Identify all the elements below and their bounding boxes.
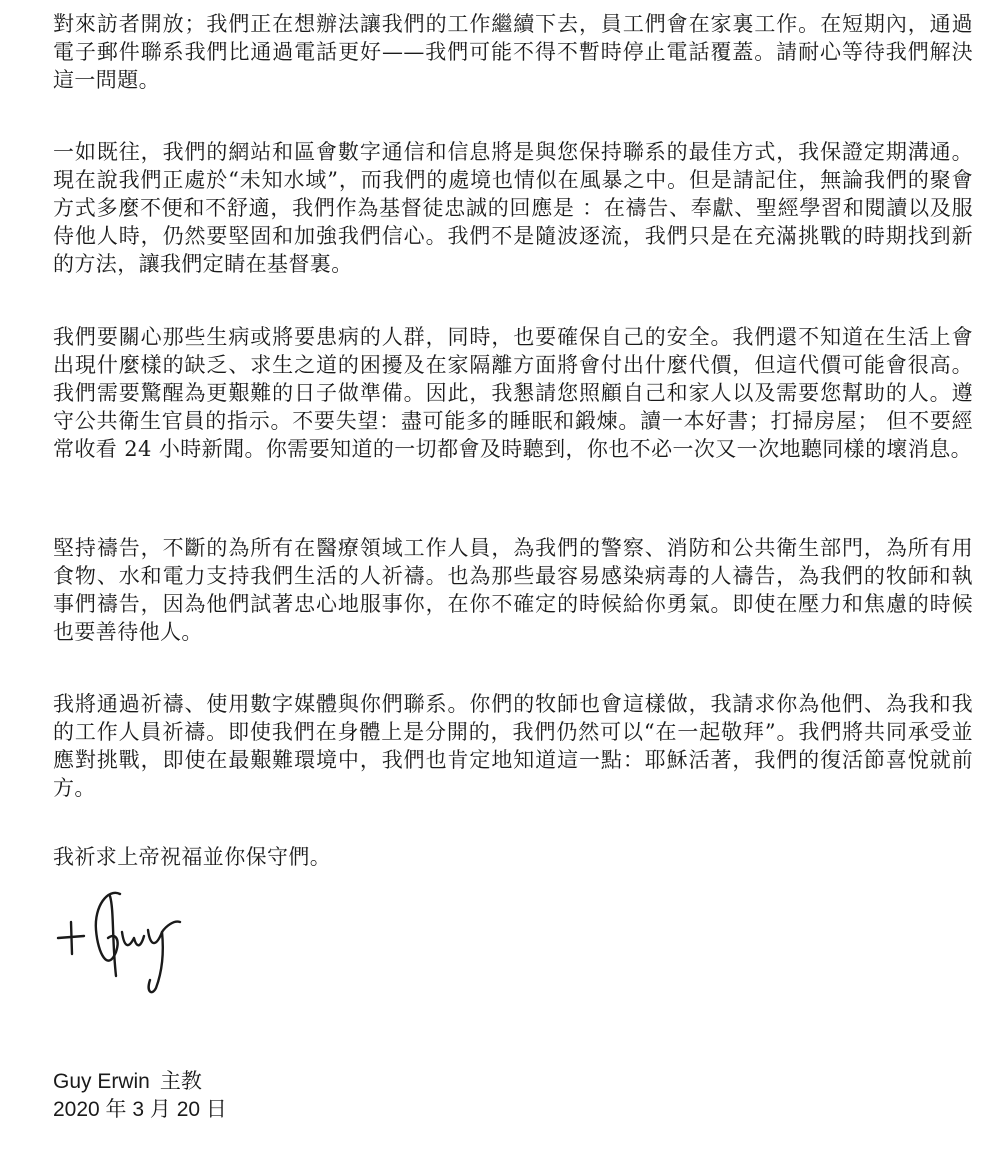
signer-name: Guy Erwin [53,1070,150,1093]
letter-paragraph-1: 對來訪者開放；我們正在想辦法讓我們的工作繼續下去，員工們會在家裏工作。在短期內，通過電子郵件聯系我們比通過電話更好——我們可能不得不暫時停止電話覆蓋。請耐心等待我們解決這一問題。 [53,12,973,92]
letter-closing-blessing: 我祈求上帝祝福並你保守們。 [53,845,332,869]
letter-paragraph-3: 我們要關心那些生病或將要患病的人群，同時，也要確保自己的安全。我們還不知道在生活上會出現什麼樣的缺乏、求生之道的困擾及在家隔離方面將會付出什麼代價，但這代價可能會很高。我們需要驚醒為更艱難的日子做準備。因此，我懇請您照顧自己和家人以及需要您幫助的人。遵守公共衛生官員的指示。不要失望：盡可能多的睡眠和鍛煉。讀一本好書；打掃房屋； 但不要經常收看 24 小時新聞。你需要知道的一切都會及時聽到，你也不必一次又一次地聽同樣的壞消息。 [53,325,973,461]
letter-paragraph-4: 堅持禱告，不斷的為所有在醫療領域工作人員，為我們的警察、消防和公共衛生部門，為所有用食物、水和電力支持我們生活的人祈禱。也為那些最容易感染病毒的人禱告，為我們的牧師和執事們禱告，因為他們試著忠心地服事你，在你不確定的時候給你勇氣。即使在壓力和焦慮的時候也要善待他人。 [53,536,973,644]
letter-paragraph-2: 一如既往，我們的網站和區會數字通信和信息將是與您保持聯系的最佳方式，我保證定期溝通。現在說我們正處於“未知水域”，而我們的處境也情似在風暴之中。但是請記住，無論我們的聚會方式多麼不便和不舒適，我們作為基督徒忠誠的回應是 ：在禱告、奉獻、聖經學習和閱讀以及服侍他人時，仍然要堅固和加強我們信心。我們不是隨波逐流，我們只是在充滿挑戰的時期找到新的方法，讓我們定睛在基督裏。 [53,140,973,276]
signer-line [53,1067,202,1096]
handwritten-signature [50,880,210,1000]
signer-title: 主教 [159,1069,202,1093]
letter-paragraph-5: 我將通過祈禱、使用數字媒體與你們聯系。你們的牧師也會這樣做，我請求你為他們、為我和我的工作人員祈禱。即使我們在身體上是分開的，我們仍然可以“在一起敬拜”。我們將共同承受並應對挑戰，即使在最艱難環境中，我們也肯定地知道這一點：耶穌活著，我們的復活節喜悅就前方。 [53,692,973,800]
letter-date: 2020 年 3 月 20 日 [53,1098,227,1121]
